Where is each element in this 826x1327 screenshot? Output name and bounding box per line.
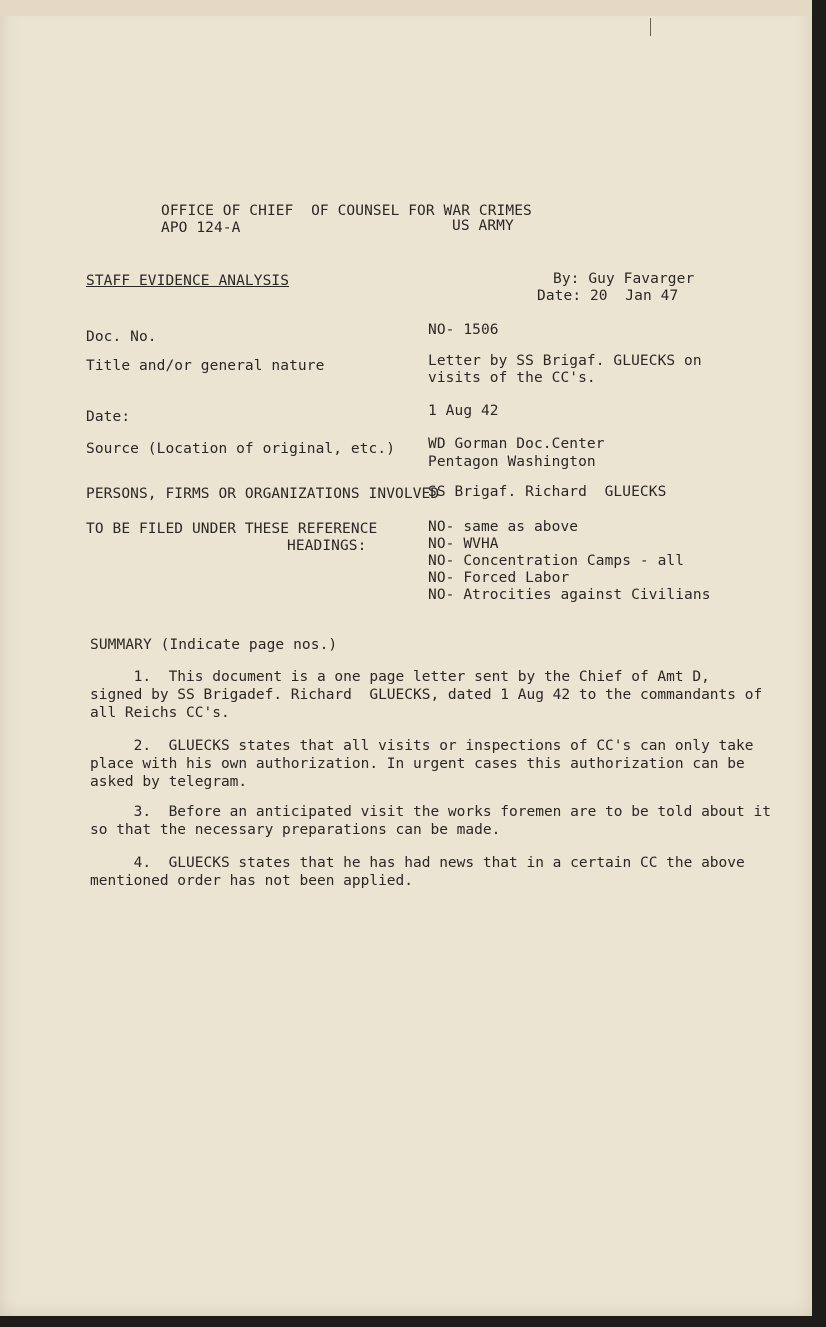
heading-item: NO- Atrocities against Civilians [428, 587, 711, 603]
summary-paragraph-2-line-1: 2. GLUECKS states that all visits or inspections of CC's can only take [90, 738, 754, 754]
top-edge [0, 0, 812, 16]
date-label: Date: [86, 409, 131, 425]
office-line-2: APO 124-A [161, 220, 241, 236]
doc-no-value: NO- 1506 [428, 322, 499, 338]
heading-item: NO- Concentration Camps - all [428, 553, 685, 569]
summary-paragraph-2-line-3: asked by telegram. [90, 774, 248, 790]
doc-no-label: Doc. No. [86, 329, 157, 345]
army-label: US ARMY [452, 218, 514, 234]
summary-paragraph-4-line-1: 4. GLUECKS states that he has had news that in a certain CC the above [90, 855, 745, 871]
source-value-line-1: WD Gorman Doc.Center [428, 436, 605, 452]
summary-paragraph-1-line-2: signed by SS Brigadef. Richard GLUECKS, dated 1 Aug 42 to the commandants of [90, 687, 763, 703]
filed-label-line-1: TO BE FILED UNDER THESE REFERENCE [86, 521, 378, 537]
analyst-name: By: Guy Favarger [553, 271, 695, 287]
summary-paragraph-1-line-1: 1. This document is a one page letter sent by the Chief of Amt D, [90, 669, 710, 685]
source-value-line-2: Pentagon Washington [428, 454, 596, 470]
source-label: Source (Location of original, etc.) [86, 441, 396, 457]
summary-paragraph-2-line-2: place with his own authorization. In urgent cases this authorization can be [90, 756, 745, 772]
title-value-line-1: Letter by SS Brigaf. GLUECKS on [428, 353, 702, 369]
heading-item: NO- WVHA [428, 536, 499, 552]
analysis-date: Date: 20 Jan 47 [537, 288, 679, 304]
date-value: 1 Aug 42 [428, 403, 499, 419]
summary-paragraph-3-line-1: 3. Before an anticipated visit the works foremen are to be told about it [90, 804, 771, 820]
persons-label: PERSONS, FIRMS OR ORGANIZATIONS INVOLVED [86, 486, 440, 502]
summary-heading: SUMMARY (Indicate page nos.) [90, 637, 338, 653]
summary-paragraph-3-line-2: so that the necessary preparations can be made. [90, 822, 501, 838]
title-value-line-2: visits of the CC's. [428, 370, 596, 386]
pencil-mark [650, 18, 651, 36]
filed-label-line-2: HEADINGS: [287, 538, 367, 554]
persons-value: SS Brigaf. Richard GLUECKS [428, 484, 667, 500]
summary-paragraph-4-line-2: mentioned order has not been applied. [90, 873, 414, 889]
title-label: Title and/or general nature [86, 358, 325, 374]
office-line-1: OFFICE OF CHIEF OF COUNSEL FOR WAR CRIMES [161, 203, 532, 219]
summary-paragraph-1-line-3: all Reichs CC's. [90, 705, 230, 721]
heading-item: NO- same as above [428, 519, 579, 535]
analysis-title: STAFF EVIDENCE ANALYSIS [86, 273, 290, 289]
heading-item: NO- Forced Labor [428, 570, 570, 586]
